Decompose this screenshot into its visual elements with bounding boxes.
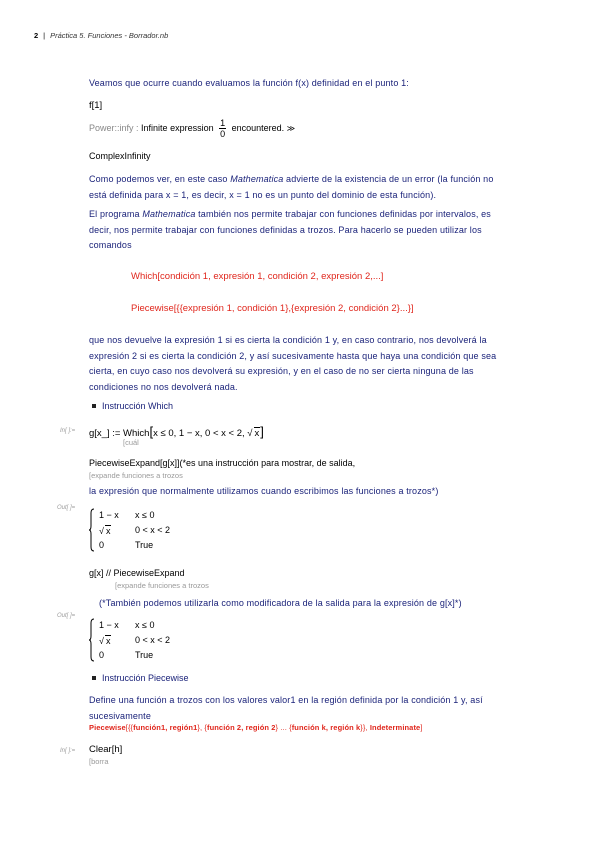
syntax-sep-1: }, { <box>197 723 207 732</box>
hint-bracket: [ <box>115 581 118 590</box>
p3-part-c: también nos permite trabajar con funciones definidas por intervalos, es <box>195 209 491 219</box>
warning-message <box>89 118 295 139</box>
syntax-piecewise: Piecewise <box>89 723 126 732</box>
g-definition-lhs: g[x_] := Which <box>89 428 150 439</box>
piece-cond: True <box>135 650 154 660</box>
open-bracket: [ <box>149 424 154 439</box>
p4-line-1: que nos devuelve la expresión 1 si es cierta la condición 1 y, en caso contrario, nos devolverá la <box>89 335 487 345</box>
p3-mathematica: Mathematica <box>142 209 196 219</box>
in-label: In[ ]:= <box>60 748 76 754</box>
p4-line-2: expresión 2 si es cierta la condición 2, y así sucesivamente hasta que haya una condición que sea <box>89 350 497 361</box>
sqrt-x: x <box>105 636 111 646</box>
piece-expr: 1 − x <box>99 510 119 520</box>
text-paragraph-5: la expresión que normalmente utilizamos cuando escribimos las funciones a trozos*) <box>89 486 439 496</box>
sqrt-x: x <box>105 526 111 536</box>
hint-bracket: [ <box>89 471 92 480</box>
fraction-one-over-zero <box>219 118 226 139</box>
syntax-open: [{{ <box>125 723 134 732</box>
input-cell-clear[interactable]: Clear[h] <box>89 744 123 755</box>
in-label: In[ ]:= <box>60 428 76 434</box>
message-text-1: Infinite expression <box>141 122 214 133</box>
piece-row-3 <box>99 650 154 660</box>
syntax-indeterminate: Indeterminate <box>369 723 421 732</box>
output-piecewise-1 <box>89 508 229 554</box>
hint-bracket: [ <box>123 438 126 447</box>
text-paragraph-7 <box>89 693 483 724</box>
hint-borra-text: borra <box>91 757 109 766</box>
fraction-numerator: 1 <box>220 118 226 128</box>
section-which-label: Instrucción Which <box>102 401 174 411</box>
piece-row-2 <box>99 525 171 536</box>
piecewise-syntax <box>89 723 423 732</box>
piece-row-1 <box>99 510 155 520</box>
header-separator: | <box>43 31 46 40</box>
out-label: Out[ ]= <box>57 613 76 619</box>
bullet-square-icon <box>92 676 96 680</box>
message-text-2: encountered. <box>231 122 285 133</box>
text-paragraph-6: (*También podemos utilizarla como modificadora de la salida para la expresión de g[x]*) <box>99 598 462 608</box>
notebook-title: Práctica 5. Funciones - Borrador.nb <box>50 31 169 40</box>
page-header <box>34 31 168 40</box>
hint-expande-1 <box>89 471 183 480</box>
hint-borra <box>89 757 109 766</box>
bullet-square-icon <box>92 404 96 408</box>
piece-expr: 0 <box>99 540 105 550</box>
hint-expande-1-text: expande funciones a trozos <box>91 471 183 480</box>
piece-expr: 1 − x <box>99 620 119 630</box>
message-more-icon[interactable]: ≫ <box>286 123 296 133</box>
p7-line-2: sucesivamente <box>89 710 151 721</box>
text-paragraph-2 <box>89 172 493 203</box>
section-piecewise-label: Instrucción Piecewise <box>102 673 189 683</box>
p2-part-c: advierte de la existencia de un error (la función no <box>283 174 494 184</box>
piece-expr: √ x <box>99 636 111 646</box>
p3-part-a: El programa <box>89 209 143 219</box>
piece-row-1 <box>99 620 155 630</box>
piece-expr: √ x <box>99 526 111 536</box>
piece-cond: x ≤ 0 <box>135 620 155 630</box>
hint-bracket: [ <box>89 757 92 766</box>
which-arguments: x ≤ 0, 1 − x, 0 < x < 2, <box>153 428 248 439</box>
p3-line-2: decir, nos permite trabajar con funciones definidas a trozos. Para hacerlo se pueden utilizar los <box>89 224 482 235</box>
page-number: 2 <box>34 31 39 40</box>
syntax-close: ] <box>420 723 423 732</box>
syntax-piece-2: función 2, región 2 <box>206 723 276 732</box>
section-which[interactable] <box>92 401 173 411</box>
syntax-piece-k: función k, región k <box>291 723 361 732</box>
hint-expande-2 <box>115 581 209 590</box>
sqrt-x: x <box>254 428 260 439</box>
out-label: Out[ ]= <box>57 505 76 511</box>
fraction-denominator: 0 <box>220 129 226 139</box>
syntax-sep-2: } ... { <box>275 723 292 732</box>
left-brace <box>89 508 95 552</box>
input-cell-piecewiseexpand[interactable]: PiecewiseExpand[g[x]](*es una instrucción para mostrar, de salida, <box>89 458 356 468</box>
piece-expr: 0 <box>99 650 105 660</box>
p4-line-3: cierta, en cuyo caso nos devolverá su expresión, y en el caso de no ser cierta ninguna de las <box>89 366 474 376</box>
text-paragraph-4 <box>89 333 496 395</box>
syntax-sep-3: }}, <box>360 723 370 732</box>
output-complex-infinity: ComplexInfinity <box>89 151 151 161</box>
output-piecewise-2 <box>89 618 229 664</box>
hint-cual <box>123 438 139 447</box>
p7-line-1: Define una función a trozos con los valores valor1 en la región definida por la condición 1 y, así <box>89 695 483 705</box>
p2-mathematica: Mathematica <box>230 174 284 184</box>
piece-row-3 <box>99 540 154 550</box>
left-brace <box>89 618 95 662</box>
command-which: Which[condición 1, expresión 1, condición 2, expresión 2,...] <box>131 271 384 282</box>
input-cell-postfix[interactable]: g[x] // PiecewiseExpand <box>89 568 185 578</box>
message-tag: Power::infy : <box>89 122 139 133</box>
section-piecewise[interactable] <box>92 673 189 683</box>
text-paragraph-1: Veamos que ocurre cuando evaluamos la función f(x) definidad en el punto 1: <box>89 78 409 88</box>
input-cell-f1[interactable]: f[1] <box>89 100 103 111</box>
piece-cond: 0 < x < 2 <box>135 525 171 535</box>
input-cell-define-g[interactable]: g[x_] := Which[x ≤ 0, 1 − x, 0 < x < 2, √ x] <box>89 424 264 439</box>
text-paragraph-3 <box>89 207 491 254</box>
p2-line-2: está definida para x = 1, es decir, x = 1 no es un punto del dominio de esta función). <box>89 189 437 200</box>
hint-cual-text: cuál <box>125 438 139 447</box>
piece-row-2 <box>99 635 171 646</box>
piece-cond: 0 < x < 2 <box>135 635 171 645</box>
hint-expande-2-text: expande funciones a trozos <box>117 581 209 590</box>
piece-cond: True <box>135 540 154 550</box>
close-bracket: ] <box>260 424 264 439</box>
p2-part-a: Como podemos ver, en este caso <box>89 174 231 184</box>
p3-line-3: comandos <box>89 240 132 250</box>
p4-line-4: condiciones no nos devolverá nada. <box>89 381 238 392</box>
piece-cond: x ≤ 0 <box>135 510 155 520</box>
syntax-piece-1: función1, región1 <box>133 723 198 732</box>
command-piecewise: Piecewise[{{expresión 1, condición 1},{expresión 2, condición 2}...}] <box>131 303 414 314</box>
